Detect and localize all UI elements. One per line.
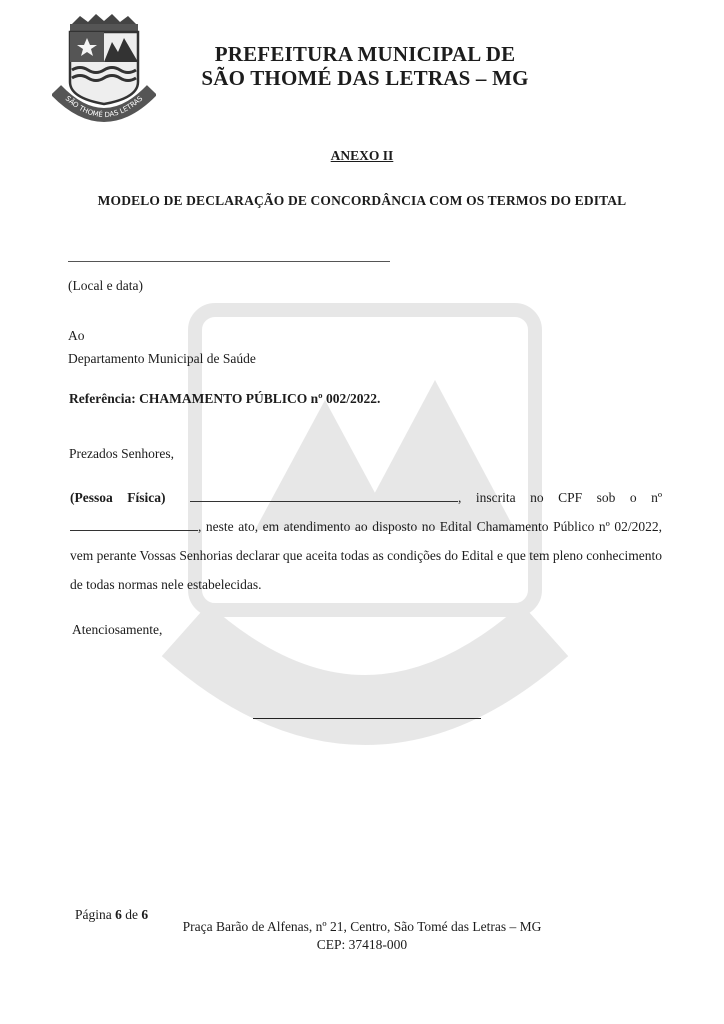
addressee-to: Ao	[68, 328, 85, 343]
salutation: Prezados Senhores,	[69, 446, 174, 461]
place-date-label: (Local e data)	[68, 278, 143, 293]
name-blank-line	[190, 488, 458, 502]
person-type-label: (Pessoa Física)	[70, 490, 166, 505]
declaration-text-part1: , inscrita no CPF sob o nº	[457, 490, 663, 505]
declaration-model-title: MODELO DE DECLARAÇÃO DE CONCORDÂNCIA COM OS TERMOS DO EDITAL	[97, 193, 627, 208]
footer-address: Praça Barão de Alfenas, nº 21, Centro, São Tomé das Letras – MG	[182, 919, 542, 934]
footer-cep: CEP: 37418-000	[316, 937, 408, 952]
header-title-line1: PREFEITURA MUNICIPAL DE	[214, 42, 516, 66]
closing: Atenciosamente,	[72, 622, 163, 637]
header-title-line2: SÃO THOMÉ DAS LETRAS – MG	[201, 66, 529, 90]
annex-title: ANEXO II	[330, 148, 394, 163]
page-total: 6	[141, 907, 149, 922]
page-current: 6	[115, 907, 122, 922]
reference-label: Referência:	[69, 391, 136, 406]
declaration-paragraph	[70, 483, 662, 599]
declaration-text-part2: , neste ato, em atendimento ao disposto no Edital Chamamento Público nº 02/2022, vem perante Vossas Senhorias declarar que aceita todas as condições do Edital e que tem pleno conhecimento de todas normas nele estabelecidas.	[70, 519, 662, 592]
addressee-department: Departamento Municipal de Saúde	[68, 351, 256, 366]
signature-line	[253, 718, 481, 719]
svg-text:SÃO THOMÉ DAS LETRAS: SÃO THOMÉ DAS LETRAS	[63, 94, 145, 120]
page-of: de	[125, 907, 138, 922]
reference-line	[69, 390, 380, 407]
place-date-line	[68, 261, 390, 262]
municipality-header	[185, 42, 545, 90]
cpf-blank-line	[70, 517, 198, 531]
reference-value: CHAMAMENTO PÚBLICO nº 002/2022.	[139, 391, 381, 406]
footer-address-block	[0, 918, 724, 954]
municipal-crest-logo	[52, 12, 156, 132]
page-label: Página	[75, 907, 112, 922]
